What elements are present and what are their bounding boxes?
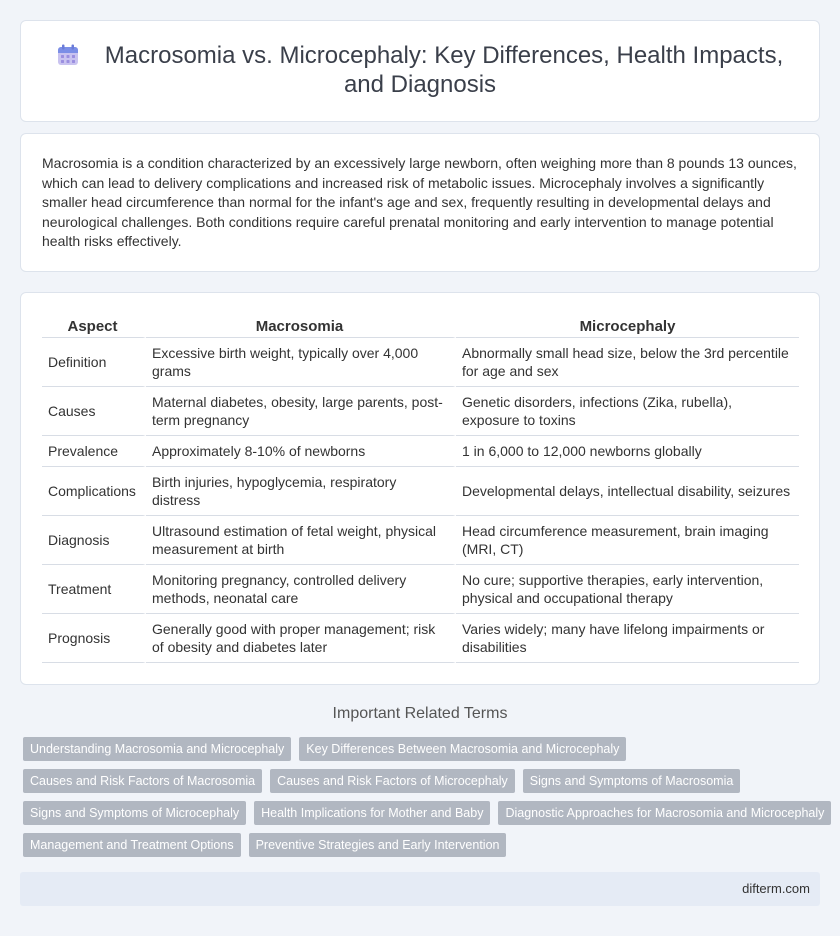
aspect-cell: Prognosis bbox=[42, 614, 146, 663]
related-term-tag[interactable]: Understanding Macrosomia and Microcephaly bbox=[23, 737, 291, 761]
macrosomia-cell: Birth injuries, hypoglycemia, respiratory distress bbox=[146, 467, 456, 516]
microcephaly-cell: No cure; supportive therapies, early intervention, physical and occupational therapy bbox=[456, 565, 799, 614]
macrosomia-cell: Excessive birth weight, typically over 4,000 grams bbox=[146, 338, 456, 387]
comparison-card bbox=[20, 292, 820, 685]
aspect-cell: Treatment bbox=[42, 565, 146, 614]
aspect-cell: Definition bbox=[42, 338, 146, 387]
tag-row bbox=[23, 769, 823, 793]
related-terms-title: Important Related Terms bbox=[332, 705, 508, 722]
tag-row bbox=[23, 737, 823, 761]
table-row bbox=[42, 387, 799, 436]
calendar-icon bbox=[57, 44, 79, 66]
microcephaly-cell: Varies widely; many have lifelong impairments or disabilities bbox=[456, 614, 799, 663]
page-title bbox=[51, 41, 789, 99]
table-row bbox=[42, 467, 799, 516]
intro-card bbox=[20, 133, 820, 272]
related-term-tag[interactable]: Management and Treatment Options bbox=[23, 833, 241, 857]
header-card bbox=[20, 20, 820, 122]
related-terms-list bbox=[23, 737, 823, 865]
microcephaly-cell: Abnormally small head size, below the 3rd percentile for age and sex bbox=[456, 338, 799, 387]
table-header-row bbox=[42, 315, 799, 338]
related-term-tag[interactable]: Diagnostic Approaches for Macrosomia and Microcephaly bbox=[498, 801, 831, 825]
title-wrap bbox=[21, 41, 819, 99]
microcephaly-cell: Head circumference measurement, brain imaging (MRI, CT) bbox=[456, 516, 799, 565]
macrosomia-cell: Approximately 8-10% of newborns bbox=[146, 436, 456, 467]
table-row bbox=[42, 338, 799, 387]
tag-row bbox=[23, 801, 823, 825]
aspect-cell: Causes bbox=[42, 387, 146, 436]
microcephaly-cell: Genetic disorders, infections (Zika, rubella), exposure to toxins bbox=[456, 387, 799, 436]
macrosomia-cell: Maternal diabetes, obesity, large parents, post-term pregnancy bbox=[146, 387, 456, 436]
related-term-tag[interactable]: Signs and Symptoms of Microcephaly bbox=[23, 801, 246, 825]
related-term-tag[interactable]: Causes and Risk Factors of Microcephaly bbox=[270, 769, 515, 793]
macrosomia-cell: Generally good with proper management; risk of obesity and diabetes later bbox=[146, 614, 456, 663]
comparison-table bbox=[42, 315, 799, 663]
intro-paragraph: Macrosomia is a condition characterized by an excessively large newborn, often weighing more than 8 pounds 13 ounces, which can lead to delivery complications and increased risk of metabolic issues. Microcephaly involves a significantly smaller head circumference than normal for the infant's age and sex, frequently resulting in developmental delays and neurological challenges. Both conditions require careful prenatal monitoring and early intervention to manage potential health risks effectively. bbox=[42, 155, 797, 249]
related-term-tag[interactable]: Health Implications for Mother and Baby bbox=[254, 801, 490, 825]
header-aspect: Aspect bbox=[42, 315, 146, 338]
tag-row bbox=[23, 833, 823, 857]
microcephaly-cell: 1 in 6,000 to 12,000 newborns globally bbox=[456, 436, 799, 467]
header-microcephaly: Microcephaly bbox=[456, 315, 799, 338]
footer bbox=[20, 872, 820, 906]
related-term-tag[interactable]: Signs and Symptoms of Macrosomia bbox=[523, 769, 741, 793]
table-row bbox=[42, 565, 799, 614]
macrosomia-cell: Monitoring pregnancy, controlled delivery methods, neonatal care bbox=[146, 565, 456, 614]
table-row bbox=[42, 516, 799, 565]
table-row bbox=[42, 614, 799, 663]
aspect-cell: Complications bbox=[42, 467, 146, 516]
macrosomia-cell: Ultrasound estimation of fetal weight, physical measurement at birth bbox=[146, 516, 456, 565]
aspect-cell: Prevalence bbox=[42, 436, 146, 467]
header-macrosomia: Macrosomia bbox=[146, 315, 456, 338]
table-row bbox=[42, 436, 799, 467]
related-term-tag[interactable]: Causes and Risk Factors of Macrosomia bbox=[23, 769, 262, 793]
microcephaly-cell: Developmental delays, intellectual disability, seizures bbox=[456, 467, 799, 516]
page-title-text: Macrosomia vs. Microcephaly: Key Differences, Health Impacts, and Diagnosis bbox=[104, 42, 784, 98]
related-term-tag[interactable]: Preventive Strategies and Early Intervention bbox=[249, 833, 507, 857]
aspect-cell: Diagnosis bbox=[42, 516, 146, 565]
related-term-tag[interactable]: Key Differences Between Macrosomia and Microcephaly bbox=[299, 737, 626, 761]
footer-site-link[interactable]: difterm.com bbox=[742, 881, 810, 896]
